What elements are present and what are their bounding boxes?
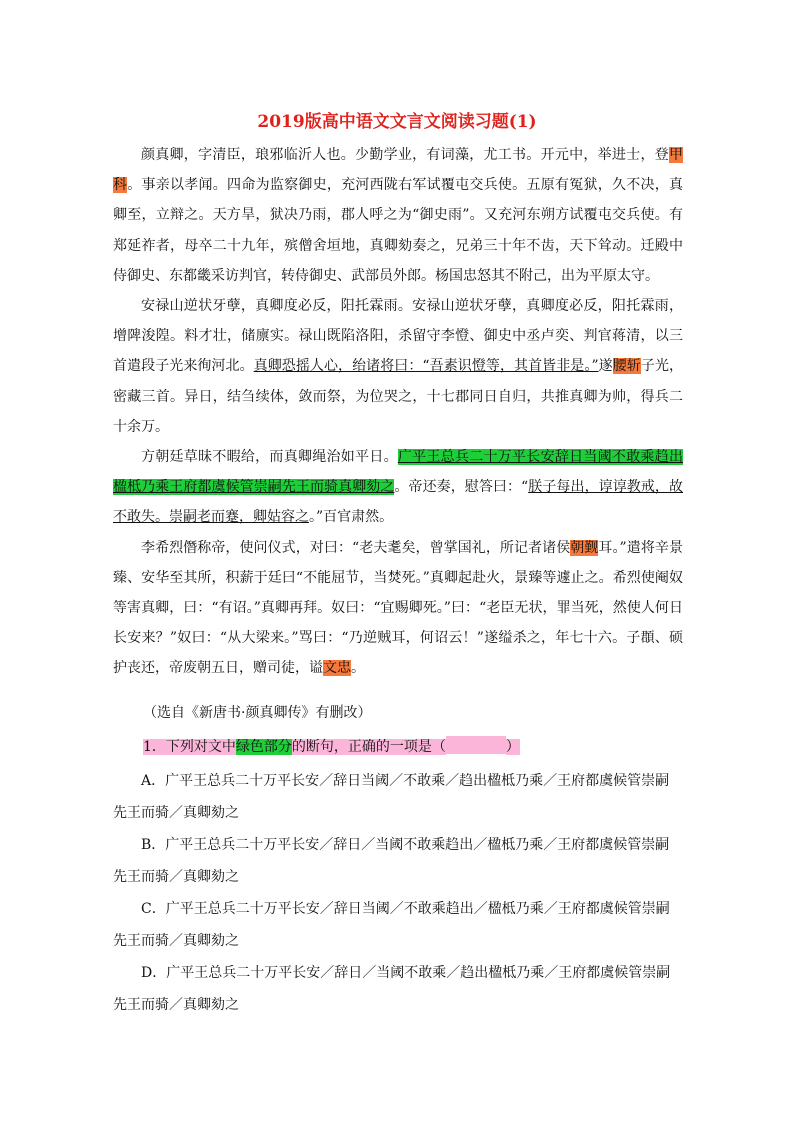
paragraph-3 — [113, 442, 683, 533]
highlight-orange: 腰斩 — [612, 358, 641, 375]
text-run: 李希烈僭称帝，使问仪式，对曰：“老夫耄矣，曾掌国礼，所记者诸侯 — [141, 539, 571, 556]
option-d: D．广平王总兵二十万平长安／辞日／当阈不敢乘／趋出楹柢乃乘／王府都虞候管崇嗣先王而骑／真卿劾之 — [113, 965, 671, 1013]
option-c: C．广平王总兵二十万平长安／辞日当阈／不敢乘趋出／楹柢乃乘／王府都虞候管崇嗣先王而骑／真卿劾之 — [113, 901, 670, 949]
text-run: 。帝还奏，慰答曰：“ — [394, 479, 529, 496]
passage — [113, 140, 683, 684]
paragraph-4 — [113, 533, 683, 684]
options — [113, 766, 683, 1022]
text-run: 。事亲以孝闻。四命为监察御史，充河西陇右军试覆屯交兵使。五原有冤狱，久不决，真卿至，立辩之。天方旱，狱决乃雨，郡人呼之为“御史雨”。又充河东朔方试覆屯交兵使。有郑延祚者，母卒二十九年，殡僧舍垣地，真卿劾奏之，兄弟三十年不齿，天下耸动。迁殿中侍御史、东都畿采访判官，转侍御史、武部员外郎。杨国忠怒其不附己，出为平原太守。 — [113, 177, 684, 284]
highlight-orange: 朝觐 — [570, 539, 599, 556]
text-run: 。”百官肃然。 — [309, 509, 394, 526]
text-run: 。 — [351, 660, 365, 677]
option-b: B．广平王总兵二十万平长安／辞日／当阈不敢乘趋出／楹柢乃乘／王府都虞候管崇嗣先王而骑／真卿劾之 — [113, 837, 670, 885]
answer-blank — [446, 736, 506, 754]
text-run: 方朝廷草昧不暇给，而真卿绳治如平日。 — [141, 449, 398, 466]
text-run: 颜真卿，字清臣，琅邪临沂人也。少勤学业，有词藻，尤工书。开元中，举进士，登 — [141, 147, 669, 163]
highlight-orange: 文忠 — [323, 660, 351, 677]
text-run: 遂 — [598, 358, 613, 375]
question-1 — [143, 736, 520, 756]
paragraph-2 — [113, 291, 683, 442]
question-suffix: 的断句，正确的一项是（ — [291, 739, 446, 755]
highlight-green-sentence: 广平王总兵二十万平长安辞日当阈不敢乘趋出楹柢乃乘王府都虞候管崇嗣先王而骑真卿劾之 — [113, 449, 684, 496]
question-green-term: 绿色部分 — [235, 739, 292, 755]
paragraph-1 — [113, 140, 683, 291]
option-a: A．广平王总兵二十万平长安／辞日当阈／不敢乘／趋出楹柢乃乘／王府都虞候管崇嗣先王而骑／真卿劾之 — [113, 773, 670, 821]
question-close: ） — [505, 739, 520, 755]
text-run: 子光，密藏三首。异日，结刍续体，敛而祭，为位哭之，十七郡同日自归，共推真卿为帅，得兵二十余万。 — [113, 358, 684, 435]
underlined-sentence: 朕子每出，谆谆教戒，故不敢失。崇嗣老而蹇，卿姑容之 — [113, 479, 683, 526]
document-title: 2019版高中语文文言文阅读习题(1) — [257, 112, 537, 132]
underlined-sentence: 真卿恐摇人心，绐诸将曰：“吾素识憕等，其首皆非是。” — [253, 358, 599, 375]
source-note: （选自《新唐书·颜真卿传》有删改） — [143, 705, 372, 721]
text-run: 耳。”遣将辛景臻、安华至其所，积薪于廷曰“不能屈节，当焚死。”真卿起赴火，景臻等遽止之。希烈使阉奴等害真卿，曰：“有诏。”真卿再拜。奴曰：“宜赐卿死。”曰：“老臣无状，罪当死，然使人何日长安来？”奴曰：“从大梁来。”骂曰：“乃逆贼耳，何诏云！”遂缢杀之，年七十六。子頵、硕护丧还，帝废朝五日，赠司徒，谥 — [113, 539, 683, 677]
highlight-orange: 甲科 — [113, 147, 683, 194]
question-prefix: 1．下列对文中 — [143, 739, 236, 755]
text-run: 安禄山逆状牙孽，真卿度必反，阳托霖雨。安禄山逆状牙孽，真卿度必反，阳托霖雨，增陴浚隍。料才壮，储廪实。禄山既陷洛阳，杀留守李憕、御史中丞卢奕、判官蒋清，以三首遣段子光来徇河北。 — [113, 298, 683, 375]
